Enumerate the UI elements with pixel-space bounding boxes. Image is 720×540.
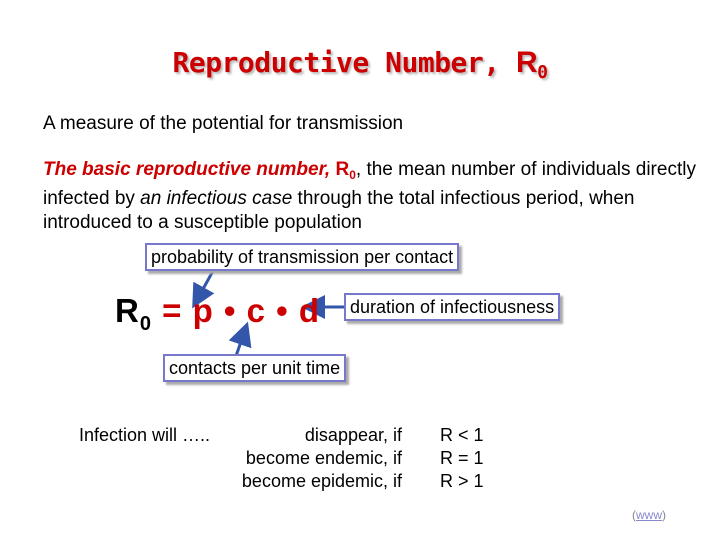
definition-emphasis: an infectious case <box>140 188 293 209</box>
definition-part1: , the mean number of individuals directly infected by <box>43 159 696 209</box>
source-close: ) <box>662 508 666 522</box>
condition-endemic: become endemic, if <box>245 448 402 468</box>
title-subscript: 0 <box>537 62 548 83</box>
formula <box>115 292 320 336</box>
infection-conditions <box>200 424 402 493</box>
source-link[interactable]: www <box>636 508 662 522</box>
formula-expression: = p • c • d <box>151 292 321 329</box>
source-note <box>632 508 666 522</box>
definition-subscript: 0 <box>349 168 356 182</box>
formula-subscript: 0 <box>139 313 152 335</box>
contacts-box: contacts per unit time <box>163 354 346 382</box>
probability-box: probability of transmission per contact <box>145 243 459 271</box>
title-symbol: R <box>516 46 538 79</box>
definition-part2: through the total infectious period, when introduced to a susceptible population <box>43 188 635 233</box>
duration-box: duration of infectiousness <box>344 293 560 321</box>
title-text: Reproductive Number, <box>172 46 516 79</box>
outcome-equal: R = 1 <box>440 448 484 468</box>
condition-disappear: disappear, if <box>304 425 402 445</box>
infection-outcomes <box>440 424 484 493</box>
outcome-greater: R > 1 <box>440 471 484 491</box>
arrow-to-c <box>236 333 244 356</box>
definition-term: The basic reproductive number, <box>43 159 336 180</box>
subtitle: A measure of the potential for transmission <box>43 113 404 134</box>
source-open: ( <box>632 508 636 522</box>
definition-symbol: R <box>335 159 350 180</box>
condition-epidemic: become epidemic, if <box>241 471 402 491</box>
infection-lead: Infection will ….. <box>79 425 211 445</box>
formula-symbol: R <box>115 292 140 329</box>
outcome-less: R < 1 <box>440 425 484 445</box>
